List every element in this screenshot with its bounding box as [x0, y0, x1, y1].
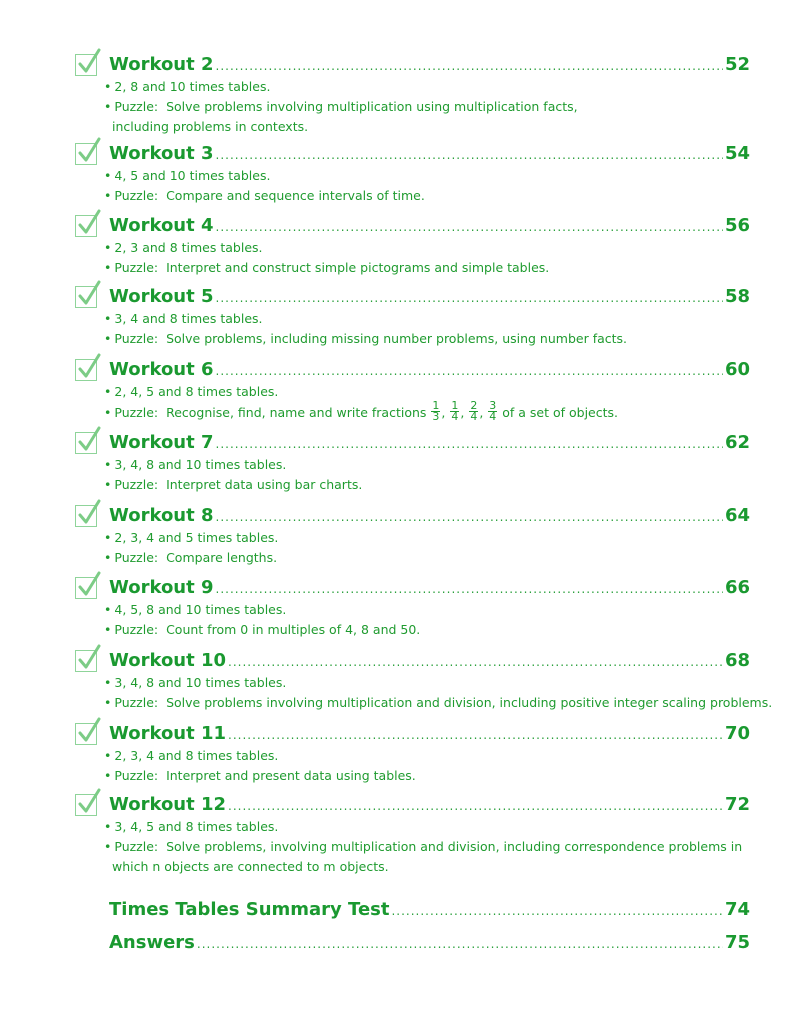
- entry-title[interactable]: Workout 5: [109, 286, 214, 307]
- page-number[interactable]: 66: [724, 577, 750, 598]
- page-number[interactable]: 64: [724, 505, 750, 526]
- page-number[interactable]: 60: [724, 359, 750, 380]
- checkbox-icon[interactable]: [75, 143, 97, 165]
- tables-line: • 2, 3, 4 and 8 times tables.: [104, 748, 279, 763]
- dot-leader: [391, 904, 722, 918]
- puzzle-line: • Puzzle: Solve problems, including missing number problems, using number facts.: [104, 331, 628, 346]
- puzzle-line: • Puzzle: Recognise, find, name and write fractions $\frac{1}{3}$ , $\frac{1}{4}$ , $\frac{2}{4}$ , $\frac{3}{4}$ of a set of objects.: [104, 399, 619, 423]
- tables-line: • 3, 4, 5 and 8 times tables.: [104, 819, 279, 834]
- entry-title[interactable]: Workout 10: [109, 650, 227, 671]
- dot-leader: [216, 291, 723, 305]
- puzzle-line: • Puzzle: Interpret and present data using tables.: [104, 768, 416, 783]
- entry-title[interactable]: Workout 3: [109, 143, 214, 164]
- page-number[interactable]: 72: [724, 794, 750, 815]
- puzzle-line: • Puzzle: Solve problems involving multiplication using multiplication facts,: [104, 99, 578, 114]
- checkbox-icon[interactable]: [75, 54, 97, 76]
- tables-line: • 2, 4, 5 and 8 times tables.: [104, 384, 279, 399]
- entry-title[interactable]: Answers: [109, 932, 195, 953]
- page-number[interactable]: 75: [724, 932, 750, 953]
- checkbox-icon[interactable]: [75, 723, 97, 745]
- checkbox-icon[interactable]: [75, 215, 97, 237]
- checkbox-icon[interactable]: [75, 286, 97, 308]
- entry-title[interactable]: Workout 9: [109, 577, 214, 598]
- dot-leader: [228, 655, 723, 669]
- puzzle-line: • Puzzle: Count from 0 in multiples of 4, 8 and 50.: [104, 622, 421, 637]
- page-number[interactable]: 54: [724, 143, 750, 164]
- checkbox-icon[interactable]: [75, 650, 97, 672]
- puzzle-line: • Puzzle: Solve problems involving multiplication and division, including positive integer scaling problems.: [104, 695, 773, 710]
- tables-line: • 4, 5 and 10 times tables.: [104, 168, 271, 183]
- dot-leader: [216, 510, 723, 524]
- dot-leader: [216, 364, 723, 378]
- entry-title[interactable]: Workout 7: [109, 432, 214, 453]
- puzzle-continuation: including problems in contexts.: [112, 119, 309, 134]
- puzzle-continuation: which n objects are connected to m objects.: [112, 859, 389, 874]
- dot-leader: [228, 728, 723, 742]
- entry-title[interactable]: Workout 6: [109, 359, 214, 380]
- dot-leader: [228, 799, 723, 813]
- checkbox-icon[interactable]: [75, 505, 97, 527]
- entry-title[interactable]: Workout 12: [109, 794, 227, 815]
- dot-leader: [216, 220, 723, 234]
- page-number[interactable]: 58: [724, 286, 750, 307]
- puzzle-line: • Puzzle: Compare and sequence intervals of time.: [104, 188, 425, 203]
- fraction-three-quarters: $\frac{3}{4}$: [489, 399, 497, 423]
- checkbox-icon[interactable]: [75, 432, 97, 454]
- tables-line: • 2, 3, 4 and 5 times tables.: [104, 530, 279, 545]
- fraction-one-quarter: $\frac{1}{4}$: [451, 399, 459, 423]
- page-number[interactable]: 62: [724, 432, 750, 453]
- puzzle-line: • Puzzle: Interpret and construct simple pictograms and simple tables.: [104, 260, 550, 275]
- dot-leader: [216, 582, 723, 596]
- page-number[interactable]: 70: [724, 723, 750, 744]
- tables-line: • 2, 3 and 8 times tables.: [104, 240, 263, 255]
- page-number[interactable]: 52: [724, 54, 750, 75]
- puzzle-line: • Puzzle: Solve problems, involving multiplication and division, including correspondence problems in: [104, 839, 743, 854]
- puzzle-line: • Puzzle: Compare lengths.: [104, 550, 278, 565]
- page-number[interactable]: 74: [724, 899, 750, 920]
- page-number[interactable]: 68: [724, 650, 750, 671]
- entry-title[interactable]: Workout 2: [109, 54, 214, 75]
- tables-line: • 3, 4, 8 and 10 times tables.: [104, 675, 287, 690]
- entry-title[interactable]: Times Tables Summary Test: [109, 899, 390, 920]
- fraction-one-third: $\frac{1}{3}$: [432, 399, 440, 423]
- checkbox-icon[interactable]: [75, 577, 97, 599]
- entry-title[interactable]: Workout 11: [109, 723, 227, 744]
- tables-line: • 2, 8 and 10 times tables.: [104, 79, 271, 94]
- dot-leader: [216, 148, 723, 162]
- page-number[interactable]: 56: [724, 215, 750, 236]
- checkbox-icon[interactable]: [75, 359, 97, 381]
- puzzle-line: • Puzzle: Interpret data using bar charts.: [104, 477, 363, 492]
- dot-leader: [216, 437, 723, 451]
- tables-line: • 4, 5, 8 and 10 times tables.: [104, 602, 287, 617]
- dot-leader: [216, 59, 723, 73]
- entry-title[interactable]: Workout 4: [109, 215, 214, 236]
- tables-line: • 3, 4 and 8 times tables.: [104, 311, 263, 326]
- checkbox-icon[interactable]: [75, 794, 97, 816]
- dot-leader: [197, 937, 723, 951]
- fraction-two-quarters: $\frac{2}{4}$: [470, 399, 478, 423]
- tables-line: • 3, 4, 8 and 10 times tables.: [104, 457, 287, 472]
- entry-title[interactable]: Workout 8: [109, 505, 214, 526]
